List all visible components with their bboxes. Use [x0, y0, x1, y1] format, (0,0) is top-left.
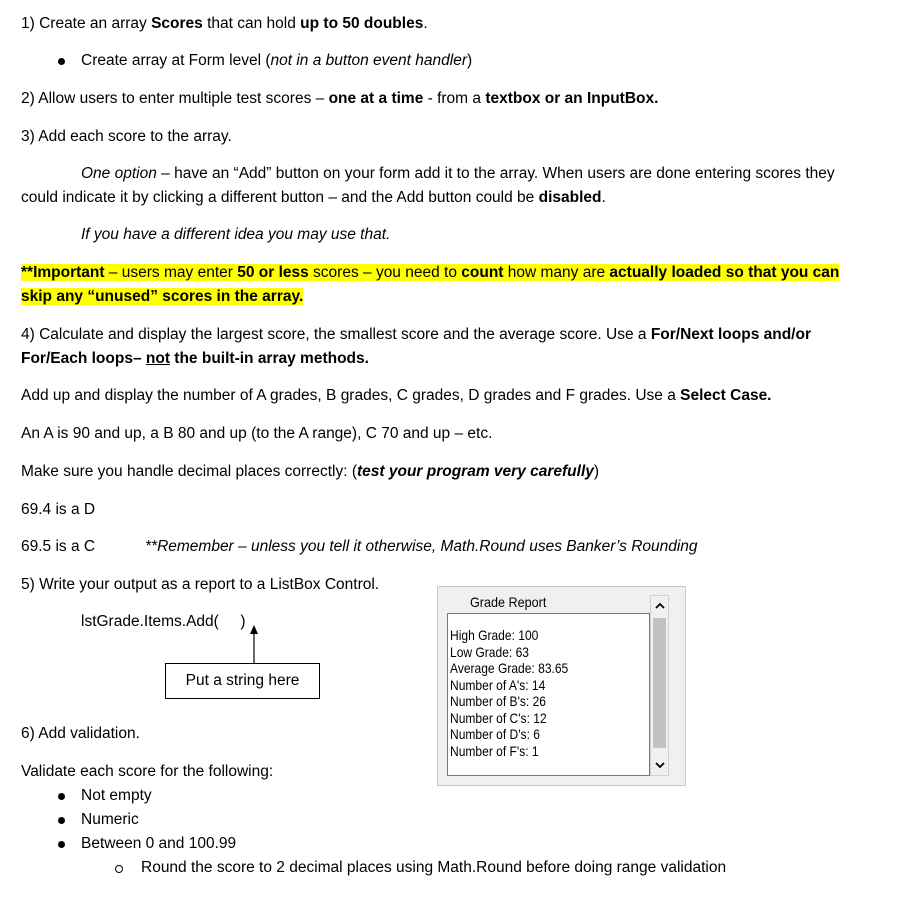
option-line2: could indicate it by clicking a different button – and the Add button could be disabled.	[21, 189, 606, 206]
bullet-icon	[58, 58, 65, 65]
grades-line: Add up and display the number of A grades, B grades, C grades, D grades and F grades. Use a Select Case.	[21, 387, 772, 404]
step6-line: 6) Add validation.	[21, 725, 140, 742]
chevron-down-icon[interactable]	[654, 759, 666, 771]
listbox-content[interactable]	[447, 613, 650, 776]
bullet-icon	[58, 817, 65, 824]
step4-line2: For/Each loops– not the built-in array methods.	[21, 350, 369, 367]
validation-item: Not empty	[81, 787, 152, 804]
scrollbar-thumb[interactable]	[653, 618, 666, 748]
step1-line: 1) Create an array Scores that can hold up to 50 doubles.	[21, 15, 428, 32]
circle-bullet-icon	[115, 865, 123, 873]
validation-item: Between 0 and 100.99	[81, 835, 237, 852]
list-item[interactable]: Number of C's: 12	[450, 709, 547, 726]
callout-box: Put a string here	[165, 663, 320, 699]
decimals-line: Make sure you handle decimal places correctly: (test your program very carefully)	[21, 463, 600, 480]
validation-item: Numeric	[81, 811, 139, 828]
list-item[interactable]: High Grade: 100	[450, 627, 539, 643]
option-line1: One option – have an “Add” button on your form add it to the array. When users are done entering scores they	[81, 165, 835, 182]
grade-report-listbox[interactable]	[437, 586, 686, 786]
sub-validation: Round the score to 2 decimal places using Math.Round before doing range validation	[141, 859, 727, 876]
important-line2: skip any “unused” scores in the array.	[21, 288, 304, 305]
bullet-icon	[58, 841, 65, 848]
step1-bullet: Create array at Form level (not in a button event handler)	[81, 52, 473, 69]
code-line: lstGrade.Items.Add( )	[81, 613, 246, 630]
list-item[interactable]: Average Grade: 83.65	[450, 660, 569, 676]
chevron-up-icon[interactable]	[654, 600, 666, 612]
step5-line: 5) Write your output as a report to a ListBox Control.	[21, 576, 380, 593]
grade-ranges: An A is 90 and up, a B 80 and up (to the A range), C 70 and up – etc.	[21, 425, 493, 442]
validate-intro: Validate each score for the following:	[21, 763, 274, 780]
list-item[interactable]: Number of D's: 6	[450, 726, 540, 742]
example-d: 69.4 is a D	[21, 501, 96, 518]
example-c: 69.5 is a C	[21, 538, 96, 555]
bullet-icon	[58, 793, 65, 800]
list-item[interactable]: Number of A's: 14	[450, 676, 546, 693]
step4-line1: 4) Calculate and display the largest score, the smallest score and the average score. Use a For/Next loops and/or	[21, 326, 811, 343]
list-item[interactable]: Number of F's: 1	[450, 742, 539, 759]
list-item[interactable]: Low Grade: 63	[450, 643, 529, 660]
step3-line: 3) Add each score to the array.	[21, 128, 232, 145]
listbox-title: Grade Report	[470, 594, 547, 610]
different-idea: If you have a different idea you may use that.	[81, 226, 391, 243]
up-arrow-icon	[244, 624, 264, 666]
list-item[interactable]: Number of B's: 26	[450, 693, 546, 709]
listbox-scrollbar[interactable]	[650, 595, 669, 776]
remember-note: **Remember – unless you tell it otherwise, Math.Round uses Banker’s Rounding	[145, 538, 698, 555]
important-line1: **Important – users may enter 50 or less scores – you need to count how many are actually loaded so that you can	[21, 264, 840, 281]
listbox-items	[450, 627, 568, 759]
step2-line: 2) Allow users to enter multiple test scores – one at a time - from a textbox or an InputBox.	[21, 90, 659, 107]
